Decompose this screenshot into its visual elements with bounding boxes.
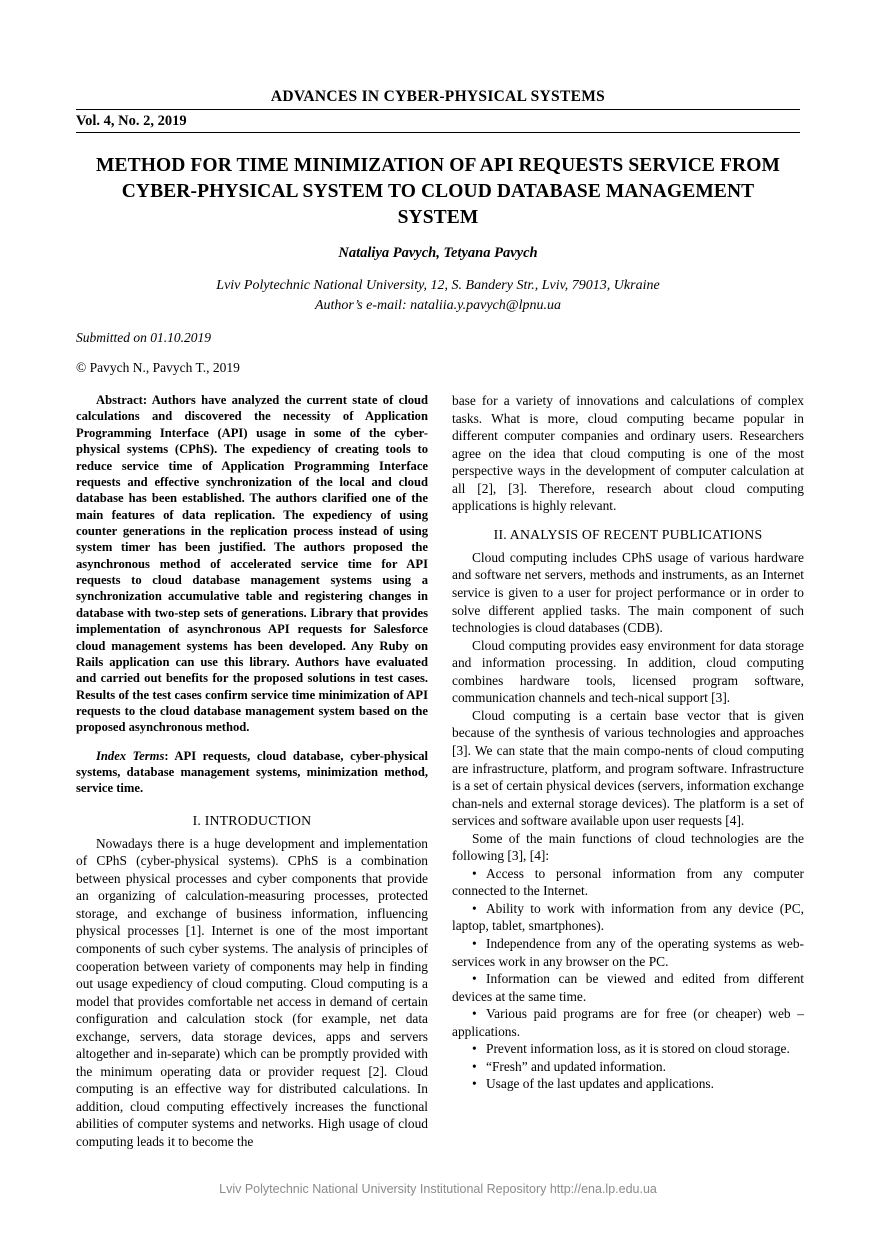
analysis-paragraph-3: Cloud computing is a certain base vector that is given because of the synthesis of various technologies and approaches [3]. We can state that the main compo-nents of cloud computing are infrastructure, platform, and program software. Infrastructure is a set of certain physical devices (servers, information exchange chan-nels and external storage devices). The platform is a set of services and software available upon user requests [4].	[452, 707, 804, 829]
section-heading-introduction: I. INTRODUCTION	[192, 812, 312, 828]
email-address: : nataliia.y.pavych@lpnu.ua	[401, 298, 562, 314]
list-item	[452, 1040, 804, 1058]
list-item-text: Usage of the last updates and applications.	[486, 1076, 714, 1092]
bullet-icon: •	[472, 900, 477, 916]
copyright-line: © Pavych N., Pavych T., 2019	[76, 360, 240, 376]
analysis-paragraph-1: Cloud computing includes CPhS usage of various hardware and software net servers, methods and instruments, as an Internet service is given to a user for project performance or in order to solve different applied tasks. The main component of such technologies is cloud databases (CDB).	[452, 549, 804, 636]
index-terms-paragraph	[76, 748, 428, 797]
abstract-text: : Authors have analyzed the current state of cloud calculations and discovered the necessity of Application Programming Interface (API) usage in some of the cyber-physical systems (CPhS). The expediency of creating tools to reduce service time of Application Programming Interface requests and effective synchronization of the local and cloud database has been established. The authors clarified one of the main features of data replication. The expediency of using counter generations in the replication process instead of using system timer has been justified. The authors proposed the asynchronous method of accelerated service time for API requests to cloud database management systems using a synchronization accumulative table and registering changes in database with two-step sets of generations. Library that provides implementation of asynchronous API requests for Salesforce cloud management systems has been developed. Any Ruby on Rails application can use this library. Authors have evaluated and carried out benefits for the proposed solutions in test cases. Results of the test cases confirm service time minimization of API requests to the cloud database management system based on the proposed asynchronous method.	[76, 393, 428, 735]
analysis-paragraph-2: Cloud computing provides easy environment for data storage and information processing. In addition, cloud computing combines hardware tools, licensed program software, communication channels and tech-nical support [3].	[452, 637, 804, 706]
bullet-icon: •	[472, 971, 477, 987]
list-item	[452, 900, 804, 935]
list-item-text: Prevent information loss, as it is stored on cloud storage.	[486, 1041, 790, 1057]
section-heading-analysis: II. ANALYSIS OF RECENT PUBLICATIONS	[493, 526, 763, 542]
affiliation-line: Lviv Polytechnic National University, 12, S. Bandery Str., Lviv, 79013, Ukraine	[216, 277, 660, 293]
intro-continuation-paragraph: base for a variety of innovations and calculations of complex tasks. What is more, cloud computing became popular in different computer companies and ordinary users. Researchers agree on the idea that cloud computing is one of the most perspective ways in the development of computer calculation at all [2], [3]. Therefore, research about cloud computing applications is highly relevant.	[452, 393, 804, 514]
analysis-paragraph-4: Some of the main functions of cloud technologies are the following [3], [4]:	[452, 830, 804, 864]
list-item-text: Access to personal information from any computer connected to the Internet.	[452, 865, 804, 899]
list-item	[452, 1005, 804, 1040]
email-label: Author’s e-mail	[314, 298, 402, 314]
abstract-paragraph	[76, 392, 428, 736]
right-column	[452, 392, 804, 1093]
list-item-text: “Fresh” and updated information.	[486, 1058, 666, 1074]
list-item	[452, 865, 804, 900]
list-item	[452, 1075, 804, 1093]
journal-title: ADVANCES IN CYBER-PHYSICAL SYSTEMS	[270, 88, 606, 105]
left-column	[76, 392, 428, 1150]
bullet-icon: •	[472, 1076, 477, 1092]
intro-paragraph-1: Nowadays there is a huge development and implementation of CPhS (cyber-physical systems). CPhS is a combination between physical processes and cyber components that provide an organizing of calculation-measuring processes, protected storage, and exchange of business information, influencing physical processes [1]. Internet is one of the most important components of such cyber systems. The analysis of principles of cooperation between variety of components may help in finding out usage expediency of cloud computing. Cloud computing is a model that provides comfortable net access in demand of certain configuration and calculation stock (for example, net data exchange, servers, data storage devices, apps and servers altogether and in-separate) which can be promptly provided with the minimum operating data or provider request [2]. Cloud computing is an effective way for distributed calculations. In addition, cloud computing effectively increases the functional abilities of computer systems and networks. High usage of cloud computing leads it to become the	[76, 835, 428, 1150]
abstract-label: Abstract	[96, 393, 143, 408]
volume-issue-line: Vol. 4, No. 2, 2019	[76, 113, 187, 130]
header-rule-bottom	[76, 132, 800, 133]
bullet-icon: •	[472, 1058, 477, 1074]
repository-footer: Lviv Polytechnic National University Institutional Repository http://ena.lp.edu.ua	[219, 1182, 657, 1196]
author-email-line	[76, 298, 800, 314]
bullet-icon: •	[472, 935, 477, 951]
index-terms-label: Index Terms	[96, 748, 165, 763]
list-item-text: Information can be viewed and edited from different devices at the same time.	[452, 971, 804, 1004]
list-item	[452, 935, 804, 970]
list-item-text: Various paid programs are for free (or cheaper) web – applications.	[452, 1006, 804, 1039]
body-columns	[76, 392, 804, 1150]
index-terms-text: : API requests, cloud database, cyber-physical systems, database management systems, minimization method, service time.	[76, 748, 428, 796]
bullet-icon: •	[472, 865, 477, 881]
list-item	[452, 970, 804, 1005]
header-rule-top	[76, 109, 800, 110]
authors-line: Nataliya Pavych, Tetyana Pavych	[338, 244, 538, 261]
list-item	[452, 1058, 804, 1076]
bullet-icon: •	[472, 1006, 477, 1022]
list-item-text: Independence from any of the operating systems as web-services work in any browser on the PC.	[452, 935, 804, 969]
submitted-date: Submitted on 01.10.2019	[76, 330, 211, 346]
page-title: METHOD FOR TIME MINIMIZATION OF API REQUESTS SERVICE FROM CYBER-PHYSICAL SYSTEM TO CLOUD DATABASE MANAGEMENT SYSTEM	[96, 155, 780, 228]
cloud-functions-list	[452, 865, 804, 1093]
list-item-text: Ability to work with information from any device (PC, laptop, tablet, smartphones).	[452, 900, 804, 934]
bullet-icon: •	[472, 1041, 477, 1057]
